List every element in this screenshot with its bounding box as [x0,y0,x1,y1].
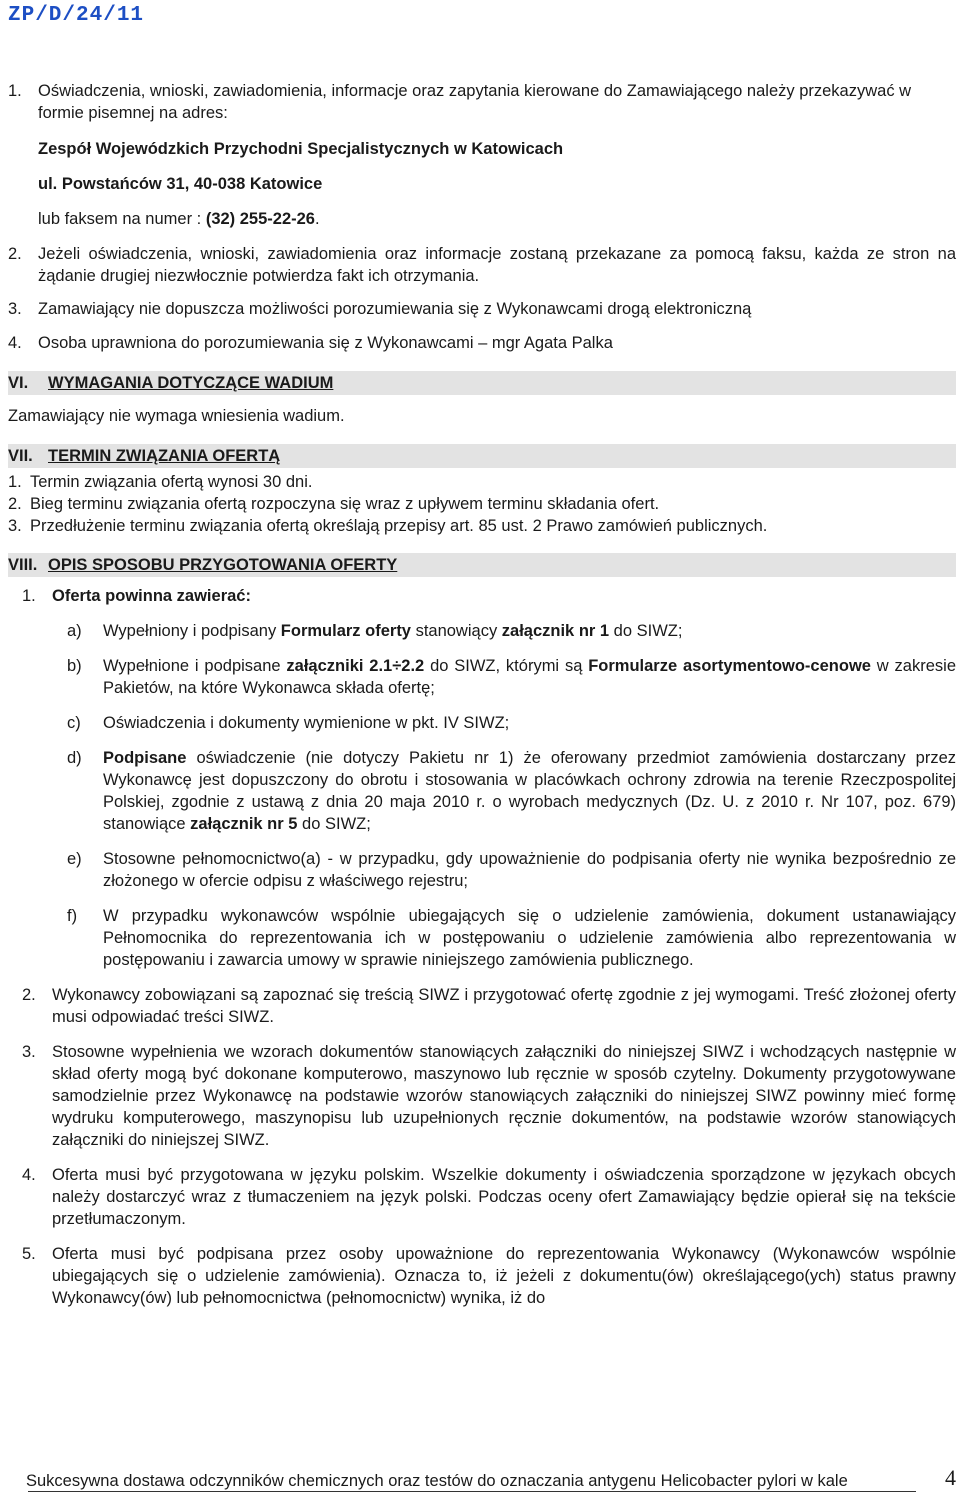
section-viii-list [22,585,956,1309]
fax-prefix: lub faksem na numer : [38,210,206,228]
item-text: Stosowne wypełnienia we wzorach dokumentów stanowiących załączniki do niniejszej SIWZ i wchodzących następnie w skład oferty mogą być dokonane komputerowo, maszynowo lub ręcznie w sposób czytelny. Dokumenty przygotowywane samodzielnie przez Wykonawcę na podstawie wzorów stanowiących załączniki do niniejszej SIWZ powinny mieć formę wydruku komputerowego, maszynopisu lub uzupełnionych ręcznie dokumentów, na podstawie wzorów stanowiących załączniki do niniejszej SIWZ. [52,1043,956,1149]
item-text: Bieg terminu związania ofertą rozpoczyna się wraz z upływem terminu składania ofert. [30,495,660,513]
item-text: Jeżeli oświadczenia, wnioski, zawiadomienia oraz informacje zostaną przekazane za pomocą faksu, każda ze stron na żądanie drugiej niezwłocznie potwierdza fakt ich otrzymania. [38,245,956,285]
list-item [22,1164,956,1230]
text-run: oświadczenie (nie dotyczy Pakietu nr 1) że oferowany przedmiot zamówienia dostarczany przez Wykonawcę jest dopuszczony do obrotu i stosowania w placówkach ochrony zdrowia na terenie Rzeczpospolitej Polskiej, zgodnie z ustawą z dnia 20 maja 2010 r. o wyrobach medycznych (Dz. U. z 2010 r. Nr 107, poz. 679) stanowiące [103,749,956,833]
footer-rule [28,1491,916,1492]
item-text: Wykonawcy zobowiązani są zapoznać się treścią SIWZ i przygotować ofertę zgodnie z jej wymogami. Treść złożonej oferty musi odpowiadać treści SIWZ. [52,986,956,1026]
document-body [8,80,956,1309]
sub-item-c [67,712,956,734]
item-number: 1. [8,473,22,491]
list-item [22,984,956,1028]
list-item [8,332,956,354]
text-run: w zakresie Pakietów, na które Wykonawca składa ofertę; [103,657,956,697]
sub-item-e [67,848,956,892]
item-text: Oświadczenia, wnioski, zawiadomienia, informacje oraz zapytania kierowane do Zamawiającego należy przekazywać w formie pisemnej na adres: [38,82,912,122]
bold-run: załącznik nr 1 [501,622,610,640]
sub-text: Oświadczenia i dokumenty wymienione w pkt. IV SIWZ; [103,714,510,732]
bold-run: Podpisane [103,749,187,767]
item-text: Termin związania ofertą wynosi 30 dni. [30,473,313,491]
sub-label: f) [67,907,78,925]
sub-label: a) [67,622,82,640]
item-number: 2. [22,986,36,1004]
item-number: 2. [8,245,22,263]
item-text: Osoba uprawniona do porozumiewania się z Wykonawcami – mgr Agata Palka [38,334,613,352]
sub-list [67,620,956,971]
bold-run: Formularz oferty [280,622,411,640]
list-item [8,243,956,287]
fax-line [38,208,956,230]
item-text: Oferta musi być podpisana przez osoby upoważnione do reprezentowania Wykonawcy (Wykonawców wspólnie ubiegających się o udzielenie zamówienia). Oznacza to, iż jeżeli z dokumentu(ów) określającego(ych) status prawny Wykonawcy(ów) lub pełnomocnictwa (pełnomocnictw) wynika, iż do [52,1245,956,1307]
section-number: VII. [8,447,33,465]
item-number: 1. [8,82,22,100]
sub-label: e) [67,850,82,868]
list-item [22,1243,956,1309]
fax-number: (32) 255-22-26 [205,210,315,228]
item-number: 4. [8,334,22,352]
item-number: 3. [8,517,22,535]
item-number: 3. [8,300,22,318]
text-run: do SIWZ; [609,622,683,640]
text-run: do SIWZ; [297,815,371,833]
item-number: 3. [22,1043,36,1061]
sub-label: c) [67,714,81,732]
sub-item-f [67,905,956,971]
sub-text: W przypadku wykonawców wspólnie ubiegających się o udzielenie zamówienia, dokument ustanawiający Pełnomocnika do reprezentowania ich w postępowaniu o udzielenie zamówienia albo reprezentowania w postępowaniu i zawarcia umowy w sprawie niniejszego zamówienia publicznego. [103,907,956,969]
section-title: TERMIN ZWIĄZANIA OFERTĄ [48,447,281,465]
item-number: 4. [22,1166,36,1184]
text-run: do SIWZ, którymi są [424,657,589,675]
item-number: 2. [8,495,22,513]
item-number: 1. [22,587,36,605]
section-title: WYMAGANIA DOTYCZĄCE WADIUM [48,374,334,392]
address-line-2: ul. Powstańców 31, 40-038 Katowice [38,175,323,193]
section-heading-viii [8,553,956,577]
item-text: Przedłużenie terminu związania ofertą określają przepisy art. 85 ust. 2 Prawo zamówień publicznych. [30,517,768,535]
sub-item-a [67,620,956,642]
sub-label: d) [67,749,82,767]
list-item [8,493,956,515]
list-item [8,80,956,124]
bold-run: załączniki 2.1÷2.2 [286,657,425,675]
document-id: ZP/D/24/11 [8,4,145,27]
sub-item-d [67,747,956,835]
page-number: 4 [945,1465,956,1490]
section-heading-vi [8,371,956,395]
bold-run: załącznik nr 5 [190,815,298,833]
sub-item-b [67,655,956,699]
page-footer [16,1465,956,1491]
sub-text [103,620,956,642]
sub-text [103,655,956,699]
text-run: Wypełniony i podpisany [103,622,281,640]
section-number: VIII. [8,556,38,574]
list-item [8,515,956,537]
fax-suffix: . [314,210,320,228]
section-number: VI. [8,374,29,392]
sub-text: Stosowne pełnomocnictwo(a) - w przypadku, gdy upoważnienie do podpisania oferty nie wynika bezpośrednio ze złożonego w ofercie odpisu z właściwego rejestru; [103,850,956,890]
list-item [8,471,956,493]
item-number: 5. [22,1245,36,1263]
section-text: Zamawiający nie wymaga wniesienia wadium. [8,407,345,425]
section-vii-list [8,471,956,537]
text-run: stanowiący [410,622,502,640]
bold-run: Formularze asortymentowo-cenowe [588,657,871,675]
item-title: Oferta powinna zawierać: [52,587,251,605]
list-item [8,298,956,320]
address-line-1: Zespół Wojewódzkich Przychodni Specjalistycznych w Katowicach [38,140,564,158]
list-item [22,585,956,607]
section-heading-vii [8,444,956,468]
item-text: Zamawiający nie dopuszcza możliwości porozumiewania się z Wykonawcami drogą elektroniczną [38,300,752,318]
item-text: Oferta musi być przygotowana w języku polskim. Wszelkie dokumenty i oświadczenia sporządzone w językach obcych należy dostarczyć wraz z tłumaczeniem na język polski. Podczas oceny ofert Zamawiający będzie opierał się na tekście przetłumaczonym. [52,1166,956,1228]
footer-text: Sukcesywna dostawa odczynników chemicznych oraz testów do oznaczania antygenu Helicobacter pylori w kale [26,1472,848,1490]
section-title: OPIS SPOSOBU PRZYGOTOWANIA OFERTY [48,556,398,574]
address-block [38,138,956,230]
sub-label: b) [67,657,82,675]
text-run: Wypełnione i podpisane [103,657,287,675]
sub-text [103,747,956,835]
list-item [22,1041,956,1151]
